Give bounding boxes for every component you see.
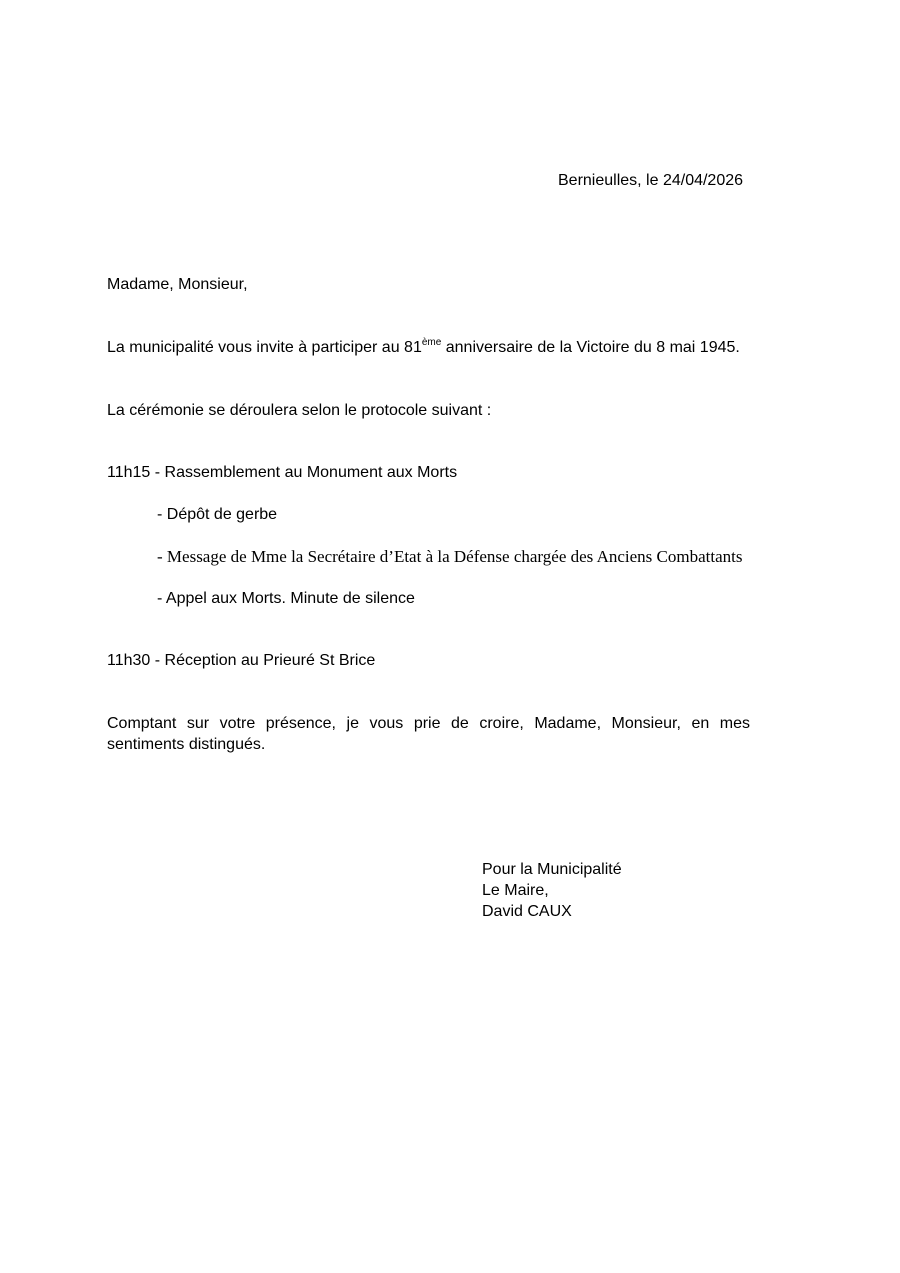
schedule-item: - Appel aux Morts. Minute de silence: [157, 590, 415, 607]
signature-line-1: Pour la Municipalité: [482, 861, 622, 878]
schedule-heading-2: 11h30 - Réception au Prieuré St Brice: [107, 652, 376, 669]
signature-name: David CAUX: [482, 903, 572, 920]
signature-line-2: Le Maire,: [482, 882, 549, 899]
schedule-heading-1: 11h15 - Rassemblement au Monument aux Morts: [107, 464, 458, 481]
protocol-intro: La cérémonie se déroulera selon le protocole suivant :: [107, 402, 492, 419]
closing-paragraph: Comptant sur votre présence, je vous prie de croire, Madame, Monsieur, en mes sentiments distingués.: [107, 715, 750, 753]
invitation-text-after: anniversaire de la Victoire du 8 mai 1945.: [441, 339, 740, 356]
invitation-superscript: ème: [421, 337, 442, 348]
invitation-text-before: La municipalité vous invite à participer au 81: [107, 339, 422, 356]
salutation: Madame, Monsieur,: [107, 276, 248, 293]
schedule-item: - Dépôt de gerbe: [157, 506, 278, 523]
invitation-paragraph: [107, 337, 750, 358]
place-date: Bernieulles, le 24/04/2026: [558, 172, 744, 189]
schedule-item: - Message de Mme la Secrétaire d’Etat à la Défense chargée des Anciens Combattants: [157, 547, 743, 566]
